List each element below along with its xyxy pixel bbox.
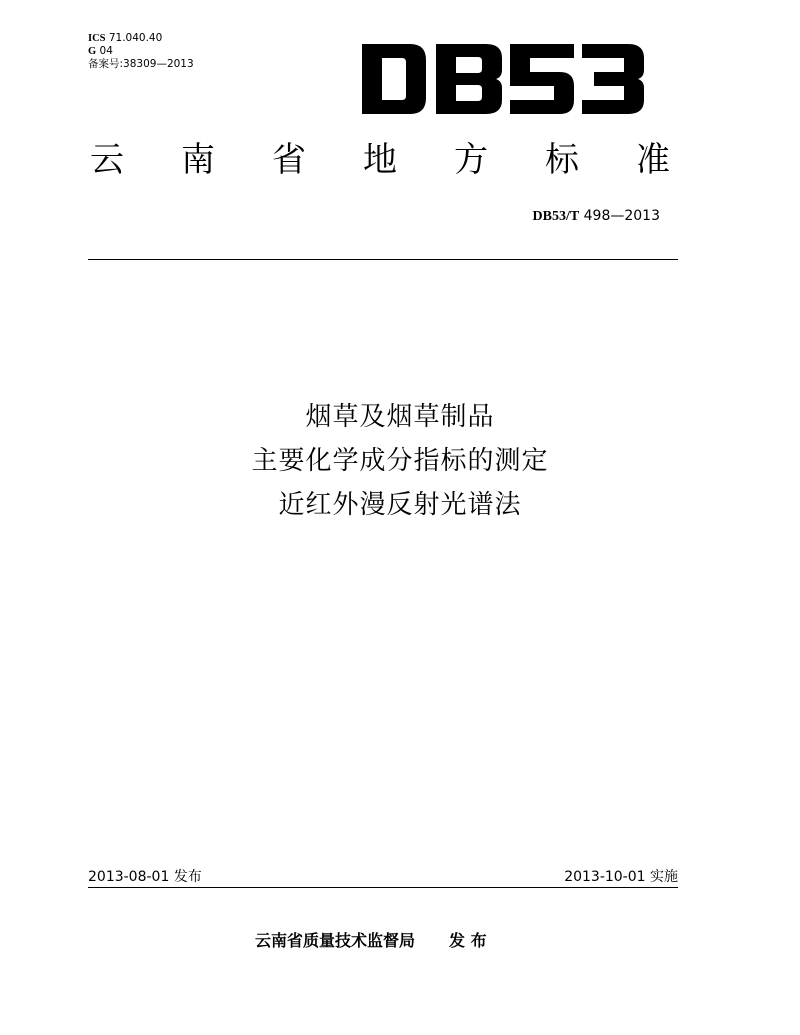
standard-code: 498—2013: [579, 208, 660, 224]
header-char: 方: [454, 140, 488, 180]
header-char: 省: [272, 140, 306, 180]
db53-logo: [362, 44, 644, 114]
issuer-line: [255, 928, 487, 951]
standard-prefix: DB53/T: [532, 209, 580, 224]
ics-value: 71.040.40: [105, 32, 163, 44]
bottom-divider: [88, 887, 678, 888]
title-line-2: 主要化学成分指标的测定: [251, 446, 549, 476]
header-char: 南: [181, 140, 215, 180]
header-char: 地: [363, 140, 397, 180]
ics-code: [88, 32, 194, 45]
document-title: [0, 395, 800, 527]
issuer-name: 云南省质量技术监督局: [255, 931, 416, 950]
ics-label: ICS: [88, 33, 106, 44]
header-char: 标: [545, 140, 579, 180]
classification-value: 04: [96, 45, 113, 57]
issuer-action: 发 布: [449, 931, 487, 950]
top-divider: [88, 259, 678, 260]
release-date: 2013-08-01 发布: [88, 869, 202, 885]
standard-category-title: [90, 140, 670, 180]
title-line-1: 烟草及烟草制品: [305, 402, 495, 432]
record-number: 备案号:38309—2013: [88, 58, 194, 70]
classification-label: G: [88, 46, 97, 57]
title-line-3: 近红外漫反射光谱法: [278, 490, 522, 520]
standard-number: [533, 208, 661, 225]
implementation-date: 2013-10-01 实施: [564, 869, 678, 885]
classification-code: [88, 45, 194, 58]
header-char: 云: [90, 140, 124, 180]
document-metadata: [88, 32, 194, 71]
header-char: 准: [636, 140, 670, 180]
